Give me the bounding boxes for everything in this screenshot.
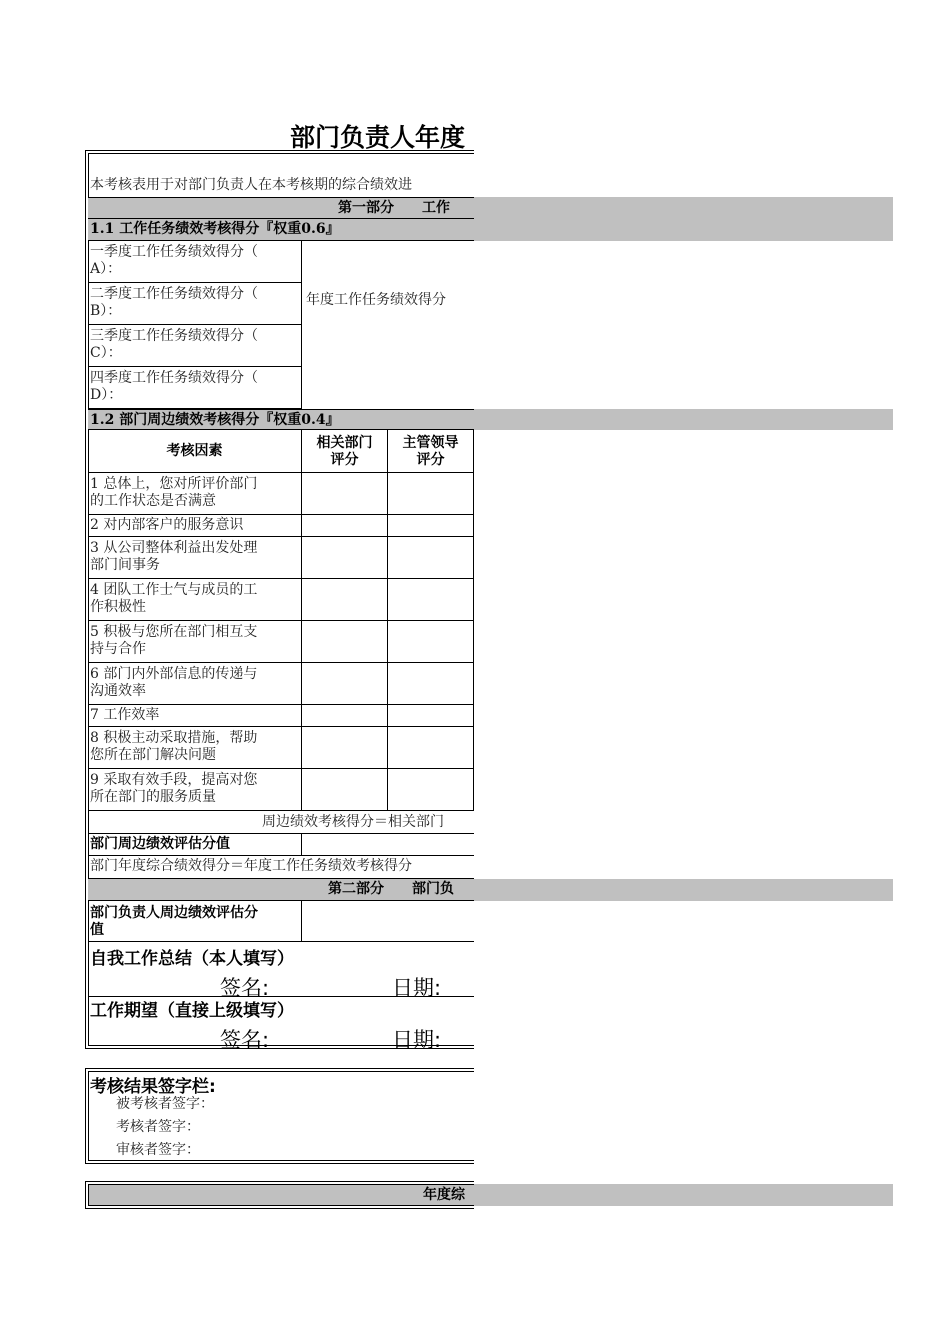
- col-leader-line2: 评分: [416, 452, 445, 468]
- factor-label-9: [88, 769, 302, 811]
- assessor-sign-label: 考核者签字：: [116, 1119, 200, 1135]
- head-peripheral-label: [88, 901, 302, 942]
- quarter-c-label: [88, 325, 302, 367]
- col-related-line1: 相关部门: [316, 435, 373, 451]
- col-header-leader: [388, 430, 474, 473]
- factor-label-5: [88, 621, 302, 663]
- col-header-factor: 考核因素: [88, 430, 302, 473]
- expectation-heading: 工作期望（直接上级填写）: [90, 1001, 294, 1021]
- section1-1-band: [474, 219, 893, 241]
- result-sign-title: 考核结果签字栏:: [90, 1077, 216, 1097]
- related-score-cell-3[interactable]: [302, 537, 388, 579]
- part1-header-band: [474, 197, 893, 219]
- dept-annual-formula: 部门年度综合绩效得分＝年度工作任务绩效考核得分: [88, 856, 474, 879]
- leader-score-cell-1[interactable]: [388, 473, 474, 515]
- factor-line2: 沟通效率: [90, 683, 146, 699]
- factor-line2: 的工作状态是否满意: [90, 493, 216, 509]
- related-score-cell-9[interactable]: [302, 769, 388, 811]
- leader-score-cell-6[interactable]: [388, 663, 474, 705]
- factor-line2: 持与合作: [90, 641, 146, 657]
- col-header-related: [302, 430, 388, 473]
- page-title: 部门负责人年度: [290, 123, 466, 152]
- annual-task-score-label: 年度工作任务绩效得分: [306, 292, 446, 308]
- quarter-b-label: [88, 283, 302, 325]
- related-score-cell-6[interactable]: [302, 663, 388, 705]
- quarter-a-label: [88, 241, 302, 283]
- quarter-d-label: [88, 367, 302, 409]
- quarter-d-line2: D）：: [90, 387, 123, 403]
- factor-line2: 您所在部门解决问题: [90, 747, 216, 763]
- factor-line1: 2 对内部客户的服务意识: [90, 517, 244, 533]
- self-date-label: 日期:: [392, 976, 442, 1000]
- factor-label-6: [88, 663, 302, 705]
- related-score-cell-8[interactable]: [302, 727, 388, 769]
- col-leader-line1: 主管领导: [402, 435, 459, 451]
- factor-label-1: [88, 473, 302, 515]
- quarter-a-line1: 一季度工作任务绩效得分（: [90, 244, 258, 260]
- factor-line2: 所在部门的服务质量: [90, 789, 216, 805]
- factor-line1: 6 部门内外部信息的传递与: [90, 666, 258, 682]
- annual-bottom-header: 年度综: [88, 1184, 474, 1206]
- part2-header-band: [474, 879, 893, 901]
- part2-header: 第二部分 部门负: [88, 879, 474, 901]
- col-related-line2: 评分: [330, 452, 359, 468]
- leader-score-cell-2[interactable]: [388, 515, 474, 537]
- leader-score-cell-9[interactable]: [388, 769, 474, 811]
- section1-1-title: 1.1 工作任务绩效考核得分『权重0.6』: [88, 219, 474, 241]
- self-sign-label: 签名:: [220, 976, 270, 1000]
- part1-header: 第一部分 工作: [88, 197, 474, 219]
- head-peripheral-line2: 值: [90, 922, 104, 938]
- factor-line2: 部门间事务: [90, 557, 160, 573]
- head-peripheral-line1: 部门负责人周边绩效评估分: [90, 905, 258, 921]
- factor-line1: 9 采取有效手段，提高对您: [90, 772, 258, 788]
- factor-label-2: [88, 515, 302, 537]
- related-score-cell-2[interactable]: [302, 515, 388, 537]
- self-summary-heading: 自我工作总结（本人填写）: [90, 949, 294, 969]
- factor-line1: 8 积极主动采取措施，帮助: [90, 730, 258, 746]
- assessee-sign-label: 被考核者签字：: [116, 1096, 214, 1112]
- expect-date-label: 日期:: [392, 1028, 442, 1052]
- quarter-b-line1: 二季度工作任务绩效得分（: [90, 286, 258, 302]
- dept-peripheral-value-label: 部门周边绩效评估分值: [88, 834, 302, 856]
- quarter-c-line1: 三季度工作任务绩效得分（: [90, 328, 258, 344]
- leader-score-cell-3[interactable]: [388, 537, 474, 579]
- leader-score-cell-5[interactable]: [388, 621, 474, 663]
- dept-peripheral-value-field[interactable]: [302, 834, 474, 856]
- leader-score-cell-7[interactable]: [388, 705, 474, 727]
- quarter-a-line2: A）：: [90, 261, 122, 277]
- related-score-cell-5[interactable]: [302, 621, 388, 663]
- factor-label-8: [88, 727, 302, 769]
- factor-label-3: [88, 537, 302, 579]
- head-peripheral-field[interactable]: [302, 901, 474, 942]
- reviewer-sign-label: 审核者签字：: [116, 1142, 200, 1158]
- related-score-cell-4[interactable]: [302, 579, 388, 621]
- expect-sign-label: 签名:: [220, 1028, 270, 1052]
- factor-line1: 5 积极与您所在部门相互支: [90, 624, 258, 640]
- factor-line1: 4 团队工作士气与成员的工: [90, 582, 258, 598]
- related-score-cell-7[interactable]: [302, 705, 388, 727]
- intro-text: 本考核表用于对部门负责人在本考核期的综合绩效进: [90, 177, 412, 193]
- peripheral-formula: 周边绩效考核得分＝相关部门: [88, 812, 474, 834]
- assessment-form: [0, 0, 474, 1344]
- factor-label-4: [88, 579, 302, 621]
- section1-2-band: [474, 409, 893, 430]
- annual-bottom-band: [474, 1184, 893, 1206]
- factor-line1: 7 工作效率: [90, 707, 160, 723]
- factor-line1: 1 总体上，您对所评价部门: [90, 476, 258, 492]
- related-score-cell-1[interactable]: [302, 473, 388, 515]
- quarter-c-line2: C）：: [90, 345, 122, 361]
- leader-score-cell-4[interactable]: [388, 579, 474, 621]
- leader-score-cell-8[interactable]: [388, 727, 474, 769]
- quarter-d-line1: 四季度工作任务绩效得分（: [90, 370, 258, 386]
- factor-line1: 3 从公司整体利益出发处理: [90, 540, 258, 556]
- quarter-b-line2: B）：: [90, 303, 122, 319]
- section1-2-title: 1.2 部门周边绩效考核得分『权重0.4』: [88, 409, 474, 430]
- factor-line2: 作积极性: [90, 599, 146, 615]
- factor-label-7: [88, 705, 302, 727]
